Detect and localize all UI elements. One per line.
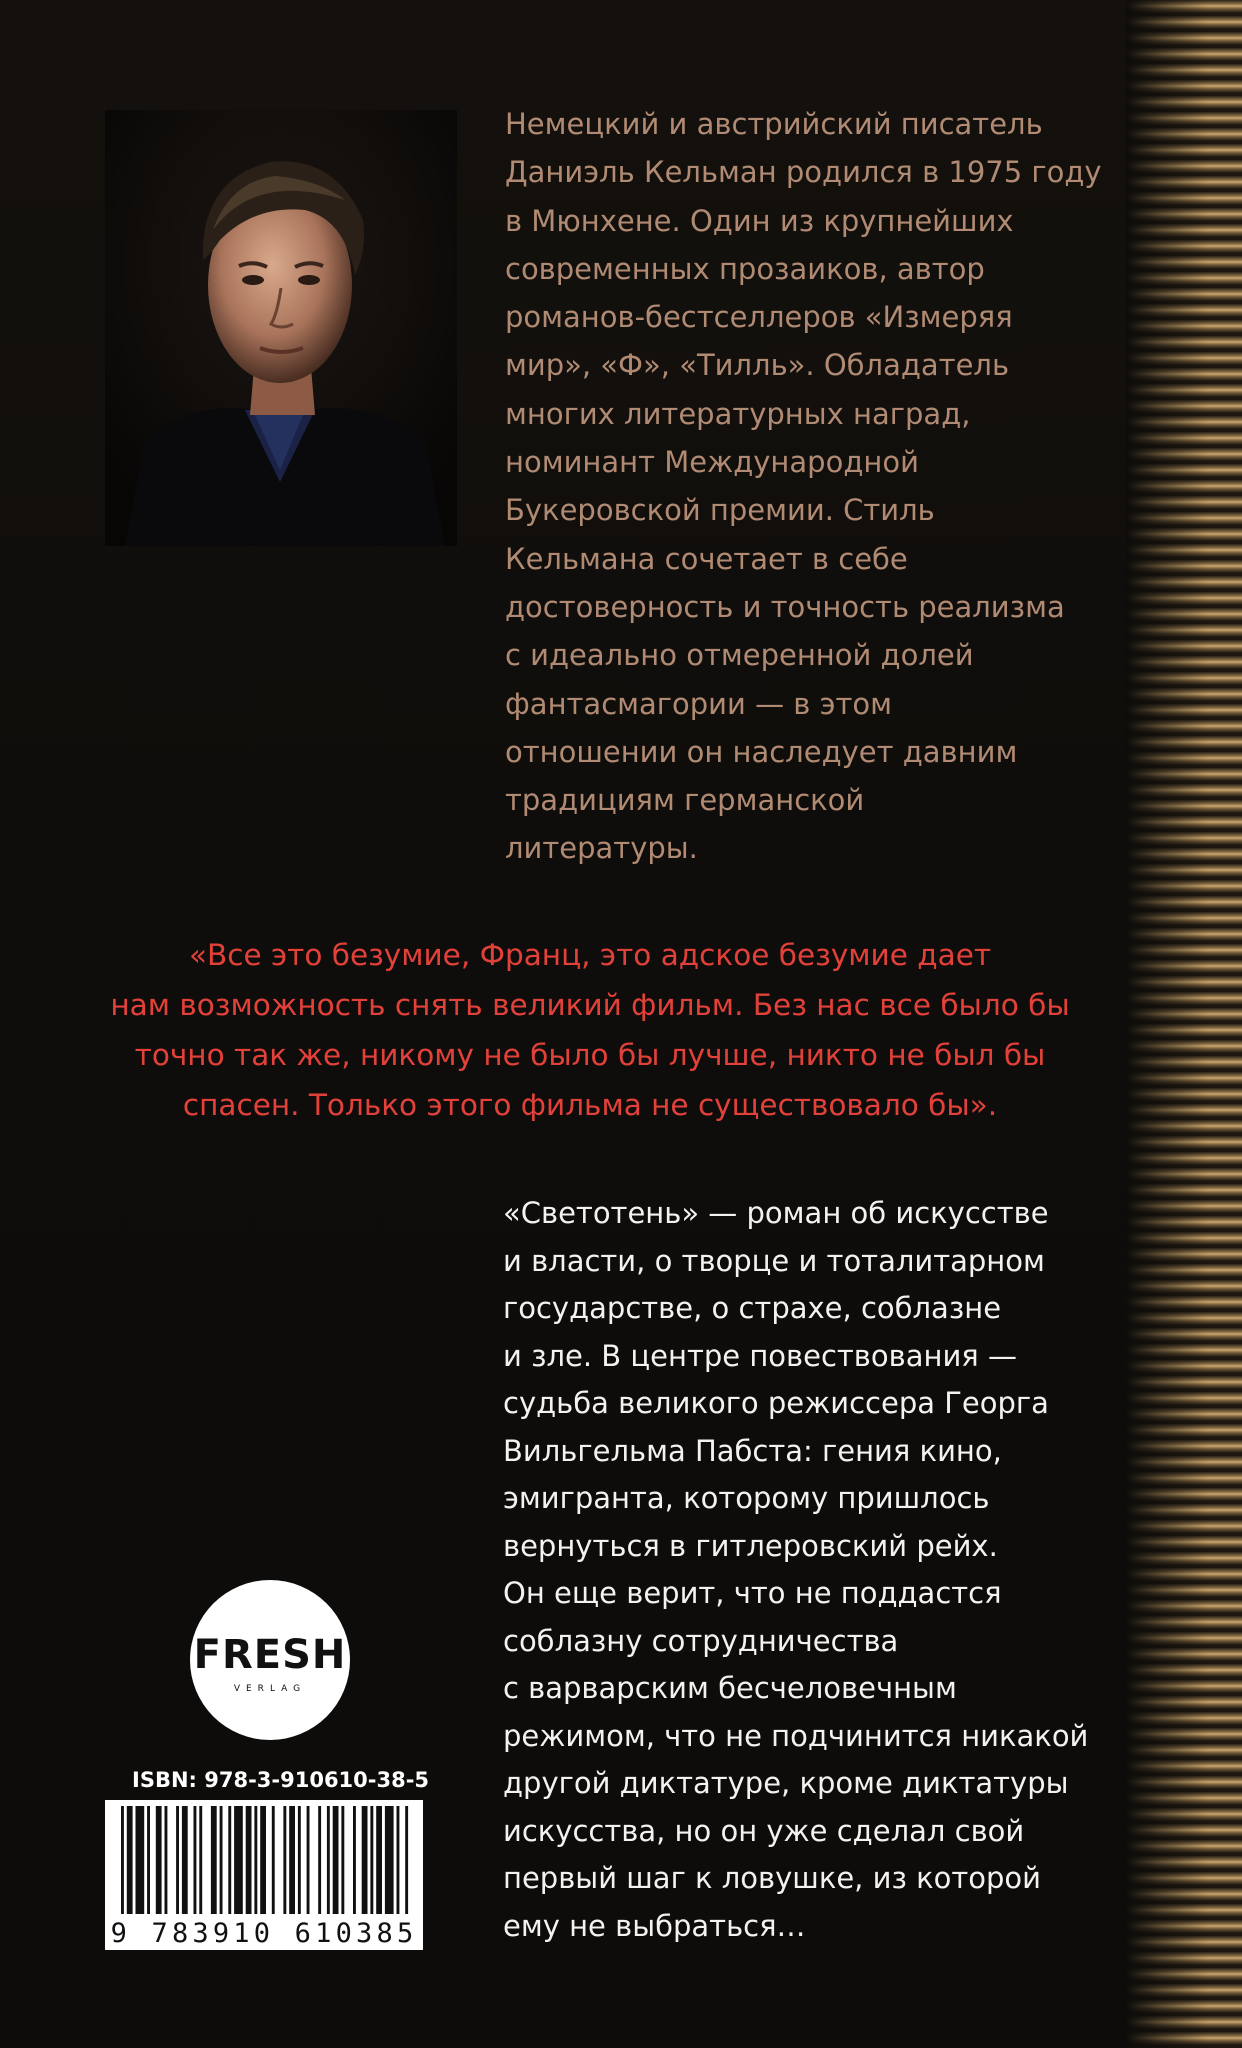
barcode-bar — [307, 1806, 310, 1914]
description-line: судьба великого режиссера Георга — [503, 1386, 1049, 1420]
barcode-bar — [136, 1806, 145, 1914]
barcode-bar — [234, 1806, 243, 1914]
description-line: Вильгельма Пабста: гения кино, — [503, 1433, 1002, 1468]
barcode-bar — [220, 1806, 223, 1914]
barcode-bar — [260, 1806, 266, 1914]
barcode-bar — [283, 1806, 286, 1914]
bio-line: романов-бестселлеров «Измеряя — [505, 300, 1013, 335]
bio-line: многих литературных наград, — [505, 396, 971, 431]
bio-line: традициям германской — [505, 783, 865, 818]
barcode-bar — [194, 1806, 197, 1914]
barcode — [105, 1800, 423, 1950]
description-line: с варварским бесчеловечным — [503, 1671, 957, 1705]
description-line: другой диктатуре, кроме диктатуры — [503, 1766, 1069, 1800]
bio-line: в Мюнхене. Один из крупнейших — [505, 203, 1014, 238]
bio-line: с идеально отмеренной долей — [505, 638, 974, 673]
barcode-bar — [397, 1806, 400, 1914]
description-line: государстве, о страхе, соблазне — [503, 1291, 1002, 1325]
author-portrait-image — [105, 110, 457, 546]
description-line: эмигранта, которому пришлось — [503, 1481, 990, 1515]
book-description — [503, 1190, 1103, 1950]
barcode-bar — [272, 1806, 275, 1914]
publisher-logo-text: FRESH — [193, 1632, 347, 1678]
description-line: Он еще верит, что не поддастся — [503, 1576, 1002, 1610]
description-line: соблазну сотрудничества — [503, 1623, 899, 1658]
description-line: первый шаг к ловушке, из которой — [503, 1861, 1042, 1895]
description-line: режимом, что не подчинится никакой — [503, 1718, 1089, 1753]
barcode-bar — [341, 1806, 344, 1914]
quote-line: «Все это безумие, Франц, это адское безумие дает — [188, 938, 992, 972]
isbn-label: ISBN: 978-3-910610-38-5 — [132, 1768, 430, 1792]
barcode-bar — [327, 1806, 330, 1914]
description-line: вернуться в гитлеровский рейх. — [503, 1528, 998, 1563]
description-line: искусства, но он уже сделал свой — [503, 1813, 1025, 1848]
bio-line: отношении он наследует давним — [505, 734, 1018, 769]
description-line: и зле. В центре повествования — — [503, 1338, 1017, 1373]
barcode-bar — [254, 1806, 257, 1914]
barcode-bar — [353, 1806, 356, 1914]
barcode-bar — [211, 1806, 217, 1914]
bio-line: современных прозаиков, автор — [505, 251, 985, 286]
barcode-bar — [127, 1806, 133, 1914]
barcode-bars — [105, 1800, 423, 1918]
barcode-bar — [333, 1806, 339, 1914]
barcode-bar — [176, 1806, 179, 1914]
quote-line: нам возможность снять великий фильм. Без нас все было бы — [110, 988, 1070, 1022]
barcode-bar — [228, 1806, 231, 1914]
barcode-bar — [362, 1806, 368, 1914]
bio-line: номинант Международной — [505, 445, 919, 480]
barcode-bar — [165, 1806, 168, 1914]
bio-line: достоверность и точность реализма — [505, 589, 1065, 624]
bio-line: Немецкий и австрийский писатель — [505, 107, 1043, 141]
quote-line: спасен. Только этого фильма не существовало бы». — [182, 1088, 998, 1122]
barcode-bar — [156, 1806, 162, 1914]
barcode-bar — [385, 1806, 394, 1914]
publisher-logo — [190, 1580, 350, 1740]
publisher-logo-subtext: VERLAG — [233, 1684, 307, 1694]
bio-line: фантасмагории — в этом — [505, 686, 893, 721]
barcode-bar — [405, 1806, 408, 1914]
barcode-bar — [289, 1806, 295, 1914]
barcode-bar — [199, 1806, 202, 1914]
barcode-bar — [298, 1806, 301, 1914]
bio-line: Букеровской премии. Стиль — [505, 493, 935, 528]
barcode-bar — [147, 1806, 150, 1914]
barcode-bar — [121, 1806, 124, 1914]
description-line: ему не выбраться… — [503, 1908, 806, 1943]
barcode-bar — [376, 1806, 382, 1914]
barcode-digits: 9 783910 610385 — [110, 1918, 418, 1949]
author-photo — [105, 110, 457, 546]
quote-line: точно так же, никому не было бы лучше, никто не был бы — [134, 1038, 1046, 1072]
description-line: и власти, о творце и тоталитарном — [503, 1243, 1045, 1278]
barcode-bar — [182, 1806, 188, 1914]
barcode-bar — [246, 1806, 252, 1914]
barcode-bar — [318, 1806, 321, 1914]
author-biography — [505, 100, 1105, 873]
gold-stripe-border — [1126, 0, 1242, 2048]
bio-line: Кельмана сочетает в себе — [505, 541, 908, 576]
bio-line: Даниэль Кельман родился в 1975 году — [505, 155, 1102, 190]
barcode-bar — [370, 1806, 373, 1914]
bio-line: литературы. — [505, 831, 698, 866]
book-quote — [90, 930, 1090, 1130]
description-line: «Светотень» — роман об искусстве — [503, 1196, 1049, 1230]
bio-line: мир», «Ф», «Тилль». Обладатель — [505, 348, 1010, 383]
